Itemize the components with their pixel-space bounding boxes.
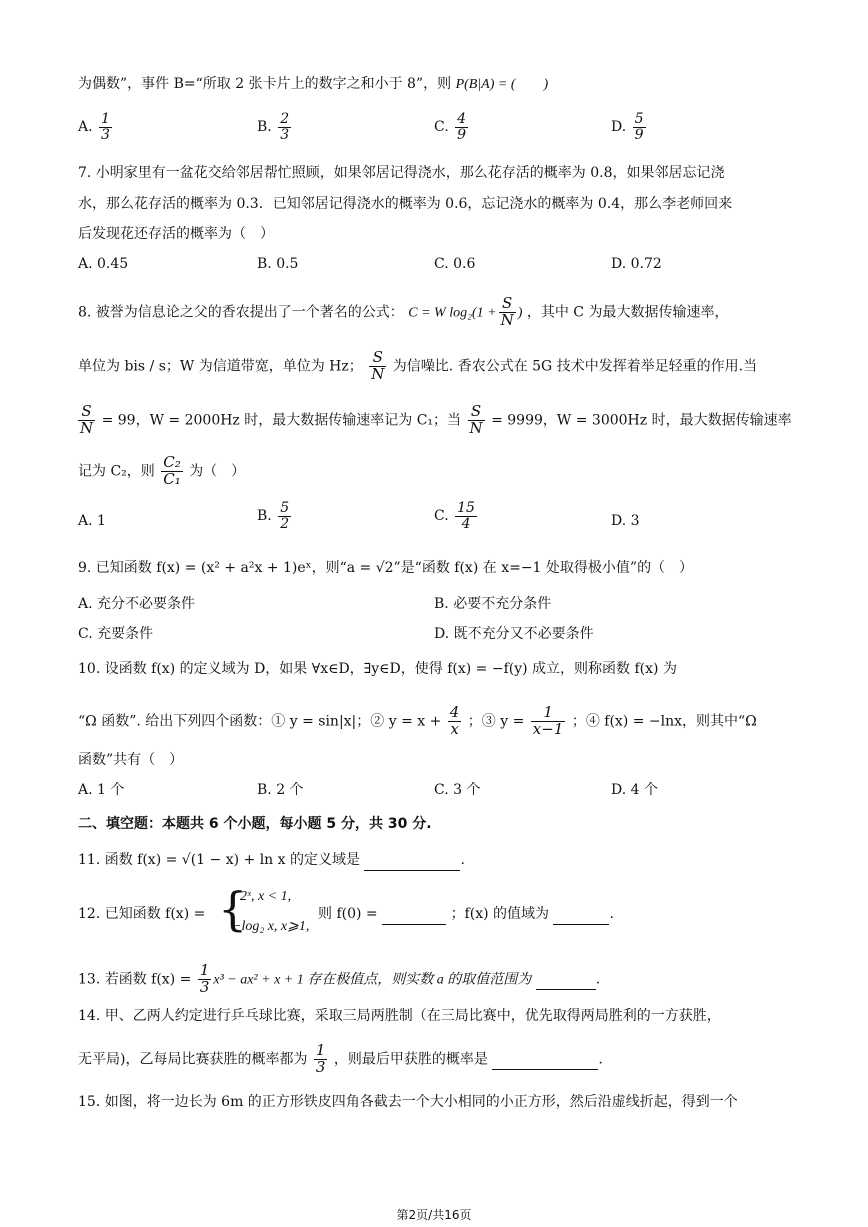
q6-option-b[interactable]: B. $\frac{2}{3}$: [257, 111, 290, 143]
q10-option-b[interactable]: B. 2 个: [257, 782, 304, 798]
q8-line-4: 记为 C₂，则 $\frac{\text{C₂}}{\text{C₁}}$ 为（ ）: [78, 453, 246, 488]
q7-option-a[interactable]: A. 0.45: [78, 256, 129, 272]
q6-option-a[interactable]: A. $\frac{1}{3}$: [78, 111, 110, 143]
q7-line-1: 7. 小明家里有一盆花交给邻居帮忙照顾，如果邻居记得浇水，那么花存活的概率为 0.8，如果邻居忘记浇: [78, 165, 725, 181]
q13-line: 13. 若函数 f(x) = $\frac{1}{3}$ x³ − ax² + x + 1 存在极值点，则实数 a 的取值范围为 .: [78, 961, 601, 996]
q14-line-1: 14. 甲、乙两人约定进行乒乓球比赛，采取三局两胜制（在三局比赛中，优先取得两局胜利的一方获胜，: [78, 1008, 721, 1024]
q8-option-c[interactable]: C. $\frac{15}{4}$: [434, 500, 475, 532]
q8-option-d[interactable]: D. 3: [611, 513, 640, 529]
q12-blank-2[interactable]: [553, 904, 609, 925]
q6-expression: P(B|A) = ( ): [455, 77, 549, 92]
q14-line-2: 无平局)，乙每局比赛获胜的概率都为 $\frac{1}{3}$ ，则最后甲获胜的概率是 .: [78, 1041, 603, 1076]
q6-option-d[interactable]: D. $\frac{5}{9}$: [611, 111, 644, 143]
q11-line: 11. 函数 f(x) = √(1 − x) + ln x 的定义域是 .: [78, 850, 465, 871]
q6-text: 为偶数”，事件 B=“所取 2 张卡片上的数字之和小于 8”，则: [78, 76, 452, 92]
q14-answer-blank[interactable]: [492, 1049, 598, 1070]
q9-option-a[interactable]: A. 充分不必要条件: [78, 596, 196, 612]
q8-option-b[interactable]: B. $\frac{5}{2}$: [257, 500, 290, 532]
page-number: 第2页/共16页: [396, 1208, 472, 1222]
question-6-line: [78, 74, 548, 95]
q15-line-1: 15. 如图，将一边长为 6m 的正方形铁皮四角各截去一个大小相同的小正方形，然后沿虚线折起，得到一个: [78, 1094, 738, 1110]
q8-line-3: $\frac{S}{N}$ = 99，W = 2000Hz 时，最大数据传输速率记为 C₁；当 $\frac{S}{N}$ = 9999，W = 3000Hz 时，最大数据传输速率: [80, 402, 792, 437]
q9-line-1: 9. 已知函数 f(x) = (x² + a²x + 1)eˣ，则“a = √2”是“函数 f(x) 在 x=−1 处取得极小值”的（ ）: [78, 560, 694, 576]
q6-option-c[interactable]: C. $\frac{4}{9}$: [434, 111, 467, 143]
q12-case-1: 2ˣ, x < 1,: [240, 889, 292, 904]
q9-option-c[interactable]: C. 充要条件: [78, 626, 154, 642]
q7-option-b[interactable]: B. 0.5: [257, 256, 299, 272]
section-heading-fill-in: 二、填空题：本题共 6 个小题，每小题 5 分，共 30 分.: [78, 816, 432, 832]
q7-line-2: 水，那么花存活的概率为 0.3．已知邻居记得浇水的概率为 0.6，忘记浇水的概率为 0.4，那么李老师回来: [78, 196, 733, 212]
q7-option-d[interactable]: D. 0.72: [611, 256, 662, 272]
piecewise-brace: {: [218, 882, 248, 936]
q10-option-c[interactable]: C. 3 个: [434, 782, 481, 798]
q10-option-a[interactable]: A. 1 个: [78, 782, 125, 798]
q13-answer-blank[interactable]: [536, 969, 596, 990]
q11-answer-blank[interactable]: [364, 850, 460, 871]
q10-option-d[interactable]: D. 4 个: [611, 782, 658, 798]
shannon-formula: C = W log₂(1 +: [408, 305, 497, 321]
q9-option-d[interactable]: D. 既不充分又不必要条件: [434, 626, 594, 642]
q7-line-3: 后发现花还存活的概率为（ ）: [78, 226, 274, 242]
q12-tail: 则 f(0) = ；f(x) 的值域为 .: [318, 904, 614, 925]
q8-line-1: 8. 被誉为信息论之父的香农提出了一个著名的公式： C = W log₂(1 + $\frac{S}{N}$ ) ，其中 C 为最大数据传输速率，: [78, 294, 729, 329]
q7-option-c[interactable]: C. 0.6: [434, 256, 476, 272]
q8-option-a[interactable]: A. 1: [78, 513, 106, 529]
q10-line-2: “Ω 函数”. 给出下列四个函数：① y = sin|x|；② y = x + $\frac{4}{x}$ ；③ y = $\frac{1}{x-1}$ ；④ f(x) = −lnx，则其中“Ω: [78, 703, 757, 738]
q12-blank-1[interactable]: [382, 904, 446, 925]
q12-case-2: −log₂ x, x⩾1,: [232, 919, 310, 934]
q8-line-2: 单位为 bis / s；W 为信道带宽，单位为 Hz； $\frac{S}{N}$ 为信噪比. 香农公式在 5G 技术中发挥着举足轻重的作用.当: [78, 348, 758, 383]
q10-line-1: 10. 设函数 f(x) 的定义域为 D，如果 ∀x∈D，∃y∈D，使得 f(x) = −f(y) 成立，则称函数 f(x) 为: [78, 661, 677, 677]
q9-option-b[interactable]: B. 必要不充分条件: [434, 596, 552, 612]
q12-prefix: 12. 已知函数 f(x) =: [78, 906, 206, 922]
q10-line-3: 函数”共有（ ）: [78, 752, 184, 768]
